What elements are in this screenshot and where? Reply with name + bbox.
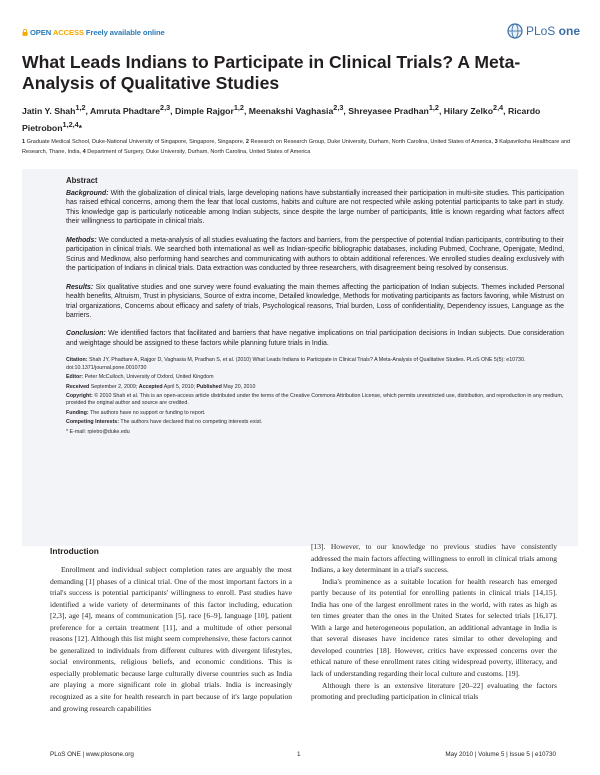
plos-globe-icon <box>507 23 523 39</box>
article-title: What Leads Indians to Participate in Clinical Trials? A Meta-Analysis of Qualitative Studies <box>22 52 521 93</box>
editor <box>66 374 564 381</box>
competing-text: The authors have declared that no competing interests exist. <box>120 419 263 426</box>
received-date: September 2, 2009; <box>90 383 138 390</box>
competing-interests <box>66 419 564 426</box>
open-label: OPEN <box>30 28 52 37</box>
abstract-background <box>66 189 564 227</box>
accepted-label: Accepted <box>138 383 163 390</box>
abstract-methods <box>66 236 564 274</box>
body-paragraph: Although there is an extensive literature [20–22] evaluating the factors promoting and precluding participation in clinical trials <box>311 680 557 702</box>
body-paragraph: Enrollment and individual subject completion rates are arguably the most demanding [1] phases of a clinical trial. One of the most important factors in a trial's success is potential participants' willingness to enroll. Past studies have identified a wide variety of determinants of this factor including, education [2,3], age [4], means of communication [5], race [6–9], language [10], patient preference for a certain treatment [11], and a multitude of other personal reasons [12]. Although this list might seem comprehensive, these factors cannot be generalized to individuals from different cultures with divergent lifestyles, social environments, religious beliefs, and economic conditions. This is especially problematic because large culturally diverse countries such as India are playing a more significant role in global trials. India is increasingly recognized as a site for health research in part because of it's large population and growing research capabilities <box>50 565 292 713</box>
background-label: Background: <box>66 190 109 197</box>
abstract-conclusion <box>66 329 564 348</box>
footer-journal: PLoS ONE | www.plosone.org <box>50 751 134 758</box>
citation-label: Citation: <box>66 357 88 364</box>
copyright <box>66 393 564 408</box>
journal-name: one <box>558 24 580 38</box>
page-number: 1 <box>297 751 301 758</box>
accepted-date: April 5, 2010; <box>163 383 196 390</box>
lock-icon <box>22 29 28 36</box>
journal-prefix: PLoS <box>525 24 556 38</box>
body-column-right <box>311 541 557 703</box>
methods-text: We conducted a meta-analysis of all studies evaluating the factors and barriers, from the perspective of potential Indian participants, contributing to their participation in clinical trials. We searched both international as well as Indian-specific bibliographic databases, including Pubmed, Cochrane, Openjgate, MedInd, Scirus and Medknow, also performing hand searches and communicating with authors to obtain additional references. We enrolled studies dealing exclusively with the participation of Indians in clinical trials. Data extraction was conducted by three researchers, with disagreement being resolved by consensus. <box>66 236 564 273</box>
citation <box>66 357 564 372</box>
abstract-box <box>22 169 578 546</box>
conclusion-label: Conclusion: <box>66 330 106 338</box>
results-label: Results: <box>66 283 94 291</box>
body-paragraph: [13]. However, to our knowledge no previous studies have consistently addressed the main factors affecting willingness to enroll in clinical trials among Indians, a key determinant in a trial's success. <box>311 542 557 575</box>
introduction-heading: Introduction <box>50 546 99 556</box>
author-list: Jatin Y. Shah$^{1,2}$, Amruta Phadtare$^{2,3}$, Dimple Rajgor$^{1,2}$, Meenakshi Vaghasia$^{2,3}$, Shreyasee Pradhan$^{1,2}$, Hilary Zelko$^{2,4}$, Ricardo Pietrobon$^{1,2,4}$* <box>22 103 541 134</box>
open-access-badge <box>22 28 165 37</box>
published-date: May 20, 2010 <box>223 383 256 390</box>
affiliations: 1 Graduate Medical School, Duke-National University of Singapore, Singapore, Singapore, 2 Research on Research Group, Duke University, Durham, North Carolina, United States of America, 3 Kalpavriksha Healthcare and Research, Thane, India, 4 Department of Surgery, Duke University, Durham, North Carolina, United States of America <box>22 139 571 155</box>
conclusion-text: We identified factors that facilitated and barriers that have negative implications on trial participation decisions in Indian subjects. Due consideration and weightage should be assigned to these factors while planning future trials in India. <box>66 330 564 347</box>
body-column-left <box>50 564 292 714</box>
editor-label: Editor: <box>66 374 84 381</box>
footer-issue: May 2010 | Volume 5 | Issue 5 | e10730 <box>445 751 556 758</box>
received-label: Received <box>66 383 90 390</box>
results-text: Six qualitative studies and one survey were found evaluating the main themes affecting the participation of Indian subjects. Themes included Personal health benefits, Altruism, Trust in physicians, Source of extra income, Detailed knowledge, Methods for motivating participants as factors favoring, while Mistrust on trial organizations, Concerns about efficacy and safety of trials, Psychological reasons, Trial burden, Loss of confidentiality, Dependency issues, Language as the barriers. <box>66 283 564 319</box>
funding-label: Funding: <box>66 409 89 416</box>
competing-label: Competing Interests: <box>66 419 119 426</box>
citation-text: Shah JY, Phadtare A, Rajgor D, Vaghasia M, Pradhan S, et al. (2010) What Leads Indians to Participate in Clinical Trials? A Meta-Analysis of Qualitative Studies. PLoS ONE 5(5): e10730. doi:10.1371/journal.pone.0010730 <box>66 357 526 371</box>
copyright-label: Copyright: <box>66 392 93 399</box>
abstract-results <box>66 283 564 321</box>
methods-label: Methods: <box>66 236 97 244</box>
email: * E-mail: rpietro@duke.edu <box>66 428 130 435</box>
body-paragraph: India's prominence as a suitable location for health research has emerged partly because of its potential for enrolling patients in clinical trials [14,15]. India has one of the largest enrollment rates in the world, with rates as high as ten times greater than the ones in the United States for selected trials [16,17]. With a large and heterogeneous population, an additional advantage in India is that several diseases have incidence rates similar to other developing and developed countries [18]. However, critics have expressed concerns over the ethical nature of these enrollment rates citing widespread poverty, illiteracy, and lack of understanding regarding their local culture and customs. [19]. <box>311 576 557 679</box>
funding <box>66 410 564 417</box>
freely-available-label: Freely available online <box>85 28 165 37</box>
abstract-heading: Abstract <box>66 176 98 185</box>
editor-text: Peter McCulloch, University of Oxford, United Kingdom <box>84 374 214 381</box>
background-text: With the globalization of clinical trials, large developing nations have substantially increased their participation in multi-site studies. This participation has raised ethical concerns, among them the fear that local customs, habits and culture are not respected while asking potential participants to take part in study. This knowledge gap is particularly noticeable among Indian subjects, since despite the large number of participants, little is known regarding what factors affect their willingness to participate in clinical trials. <box>66 190 564 226</box>
access-label: ACCESS <box>52 28 84 37</box>
dates <box>66 384 564 391</box>
funding-text: The authors have no support or funding to report. <box>90 409 206 416</box>
copyright-text: © 2010 Shah et al. This is an open-access article distributed under the terms of the Creative Commons Attribution License, which permits unrestricted use, distribution, and reproduction in any medium, provided the original author and source are credited. <box>66 392 564 407</box>
published-label: Published <box>196 383 222 390</box>
journal-logo <box>507 23 580 39</box>
